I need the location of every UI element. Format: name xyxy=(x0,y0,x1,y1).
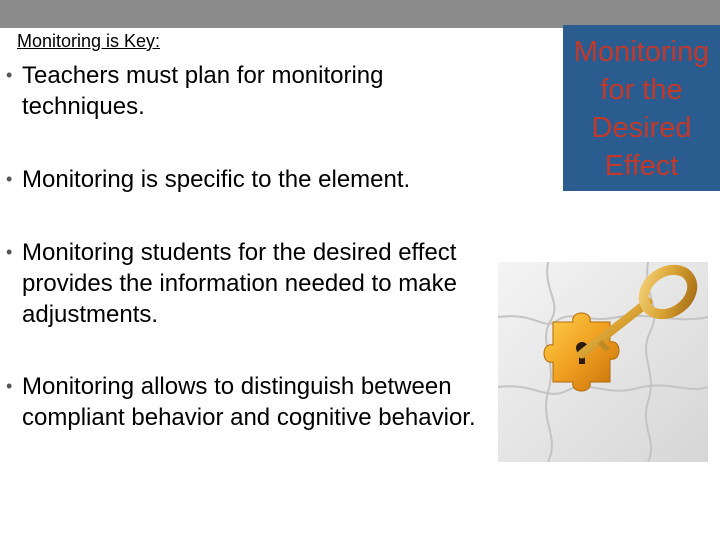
bullet-dot: • xyxy=(6,242,13,262)
bullet-dot: • xyxy=(6,376,13,396)
bullet-text: Monitoring students for the desired effect provides the information needed to make adjustments. xyxy=(22,239,457,328)
bullet-item xyxy=(6,60,486,122)
bullet-text: Teachers must plan for monitoring techniques. xyxy=(22,62,384,120)
bullet-dot: • xyxy=(6,65,13,85)
callout-text: Monitoring for the Desired Effect xyxy=(573,36,710,182)
slide-title: Monitoring is Key: xyxy=(17,31,161,51)
callout-box xyxy=(563,25,720,191)
bullet-item xyxy=(6,164,486,195)
top-bar xyxy=(0,0,720,28)
golden-key-in-puzzle-icon xyxy=(498,262,708,462)
bullet-text: Monitoring is specific to the element. xyxy=(22,166,411,193)
bullet-dot: • xyxy=(6,169,13,189)
bullet-text: Monitoring allows to distinguish between compliant behavior and cognitive behavior. xyxy=(22,373,476,431)
bullet-item xyxy=(6,371,486,433)
bullet-item xyxy=(6,237,486,330)
